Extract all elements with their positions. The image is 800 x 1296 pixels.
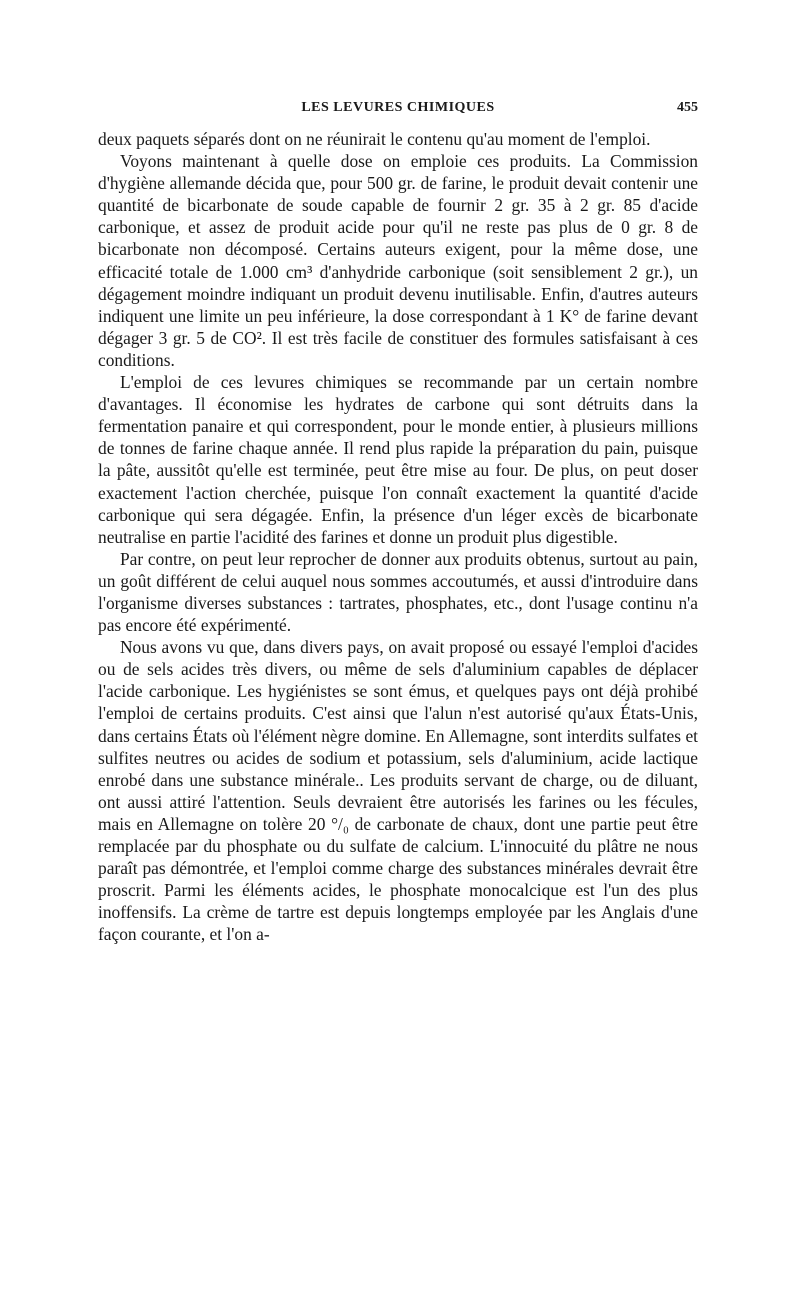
page-header: [98, 100, 698, 122]
paragraph-doses: Voyons maintenant à quelle dose on emploie ces produits. La Commission d'hygiène allemande décida que, pour 500 gr. de farine, le produit devait contenir une quantité de bicarbonate de soude capable de fournir 2 gr. 35 à 2 gr. 85 d'acide carbonique, et assez de produit acide pour qu'il ne reste pas plus de 0 gr. 8 de bicarbonate non décomposé. Certains auteurs exigent, pour la même dose, une efficacité totale de 1.000 cm³ d'anhydride carbonique (soit sensiblement 2 gr.), un dégagement moindre indiquant un produit devenu inutilisable. Enfin, d'autres auteurs indiquent une limite un peu inférieure, la dose correspondant à 1 K° de farine devant dégager 3 gr. 5 de CO². Il est très facile de constituer des formules satisfaisant à ces conditions.: [98, 151, 698, 370]
body-text: [98, 128, 698, 945]
page-number: 455: [677, 100, 698, 115]
paragraph-regulations: Nous avons vu que, dans divers pays, on avait proposé ou essayé l'emploi d'acides ou de sels acides très divers, ou même de sels d'aluminium capables de déplacer l'acide carbonique. Les hygiénistes se sont émus, et quelques pays ont déjà prohibé l'emploi de certains produits. C'est ainsi que l'alun n'est autorisé qu'aux États-Unis, dans certains États où l'élément nègre domine. En Allemagne, sont interdits sulfates et sulfites neutres ou acides de sodium et potassium, sels d'aluminium, acide lactique enrobé dans une substance minérale.. Les produits servant de charge, ou de diluant, ont aussi attiré l'attention. Seuls devraient être autorisés les farines ou les fécules, mais en Allemagne on tolère 20 °/₀ de carbonate de chaux, dont une partie peut être remplacée par du phosphate ou du sulfate de calcium. L'innocuité du plâtre ne nous paraît pas démontrée, et l'emploi comme charge des substances minérales devrait être proscrit. Parmi les éléments acides, le phosphate monocalcique est l'un des plus inoffensifs. La crème de tartre est depuis longtemps employée par les Anglais d'une façon courante, et l'on a-: [98, 637, 698, 945]
running-title: LES LEVURES CHIMIQUES: [301, 100, 495, 115]
paragraph-drawbacks: Par contre, on peut leur reprocher de donner aux produits obtenus, surtout au pain, un goût différent de celui auquel nous sommes accoutumés, et aussi d'introduire dans l'organisme diverses substances : tartrates, phosphates, etc., dont l'usage continu n'a pas encore été expérimenté.: [98, 548, 698, 636]
paragraph-continuation: deux paquets séparés dont on ne réunirait le contenu qu'au moment de l'emploi.: [98, 129, 651, 149]
paragraph-advantages: L'emploi de ces levures chimiques se recommande par un certain nombre d'avantages. Il économise les hydrates de carbone qui sont détruits dans la fermentation panaire et qui correspondent, pour le monde entier, à plusieurs millions de tonnes de farine chaque année. Il rend plus rapide la préparation du pain, puisque la pâte, aussitôt qu'elle est terminée, peut être mise au four. De plus, on peut doser exactement l'action cherchée, puisque l'on connaît exactement la quantité d'acide carbonique qui sera dégagée. Enfin, la présence d'un léger excès de bicarbonate neutralise en partie l'acidité des farines et donne un produit plus digestible.: [98, 372, 698, 547]
